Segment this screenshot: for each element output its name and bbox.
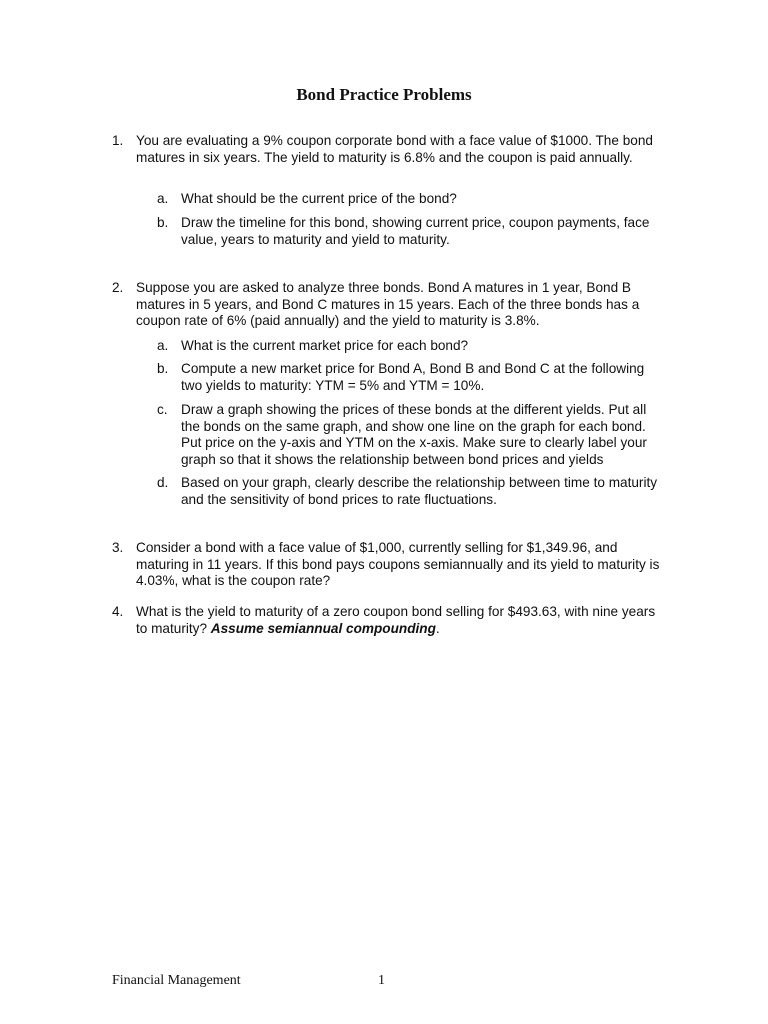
footer-page-number: 1 xyxy=(378,973,385,988)
subpart-text: Based on your graph, clearly describe the relationship between time to maturity and the sensitivity of bond prices to rate fluctuations. xyxy=(181,475,658,507)
problem-text: Consider a bond with a face value of $1,000, currently selling for $1,349.96, and maturing in 11 years. If this bond pays coupons semiannually and its yield to maturity is 4.03%, what is the coupon rate? xyxy=(136,540,660,588)
subpart-text: Draw the timeline for this bond, showing current price, coupon payments, face value, years to maturity and yield to maturity. xyxy=(181,215,650,247)
problem-2 xyxy=(112,280,672,512)
subpart-text: Compute a new market price for Bond A, Bond B and Bond C at the following two yields to maturity: YTM = 5% and YTM = 10%. xyxy=(181,361,645,393)
subpart-letter: c. xyxy=(157,402,168,417)
problem-1 xyxy=(112,133,672,253)
subpart-text: What should be the current price of the bond? xyxy=(181,191,457,206)
subpart-letter: b. xyxy=(157,361,169,376)
problem-text: Suppose you are asked to analyze three bonds. Bond A matures in 1 year, Bond B matures in 5 years, and Bond C matures in 15 years. Each of the three bonds has a coupon rate of 6% (paid annually) and the yield to maturity is 3.8%. xyxy=(136,280,640,328)
subpart-text: Draw a graph showing the prices of these bonds at the different yields. Put all the bonds on the same graph, and show one line on the graph for each bond. Put price on the y-axis and YTM on the x-axis. Make sure to clearly label your graph so that it shows the relationship between bond prices and yields xyxy=(181,402,647,467)
problem-1-part-a xyxy=(157,191,662,211)
problem-3 xyxy=(112,540,672,594)
subpart-letter: a. xyxy=(157,338,169,353)
problem-2-part-a xyxy=(157,338,662,358)
problem-2-part-c xyxy=(157,402,662,472)
problem-emphasis: Assume semiannual compounding xyxy=(210,620,436,636)
subpart-text: What is the current market price for each bond? xyxy=(181,338,469,353)
footer-course-name: Financial Management xyxy=(112,973,241,988)
problem-number: 3. xyxy=(112,540,124,555)
problem-4 xyxy=(112,604,672,640)
problem-number: 1. xyxy=(112,133,124,148)
problem-2-part-b xyxy=(157,361,662,397)
problem-text xyxy=(136,604,666,637)
problem-text: You are evaluating a 9% coupon corporate bond with a face value of $1000. The bond matures in six years. The yield to maturity is 6.8% and the coupon is paid annually. xyxy=(136,133,653,165)
problem-1-part-b xyxy=(157,215,662,251)
subpart-letter: b. xyxy=(157,215,169,230)
problem-number: 4. xyxy=(112,604,124,619)
problem-text-end: . xyxy=(435,620,440,636)
subpart-letter: d. xyxy=(157,475,169,490)
document-title: Bond Practice Problems xyxy=(296,85,472,104)
problem-number: 2. xyxy=(112,280,124,295)
subpart-letter: a. xyxy=(157,191,169,206)
problem-2-part-d xyxy=(157,475,662,511)
problem-text-main: What is the yield to maturity of a zero coupon bond selling for $493.63, with nine years to maturity? xyxy=(136,604,656,636)
